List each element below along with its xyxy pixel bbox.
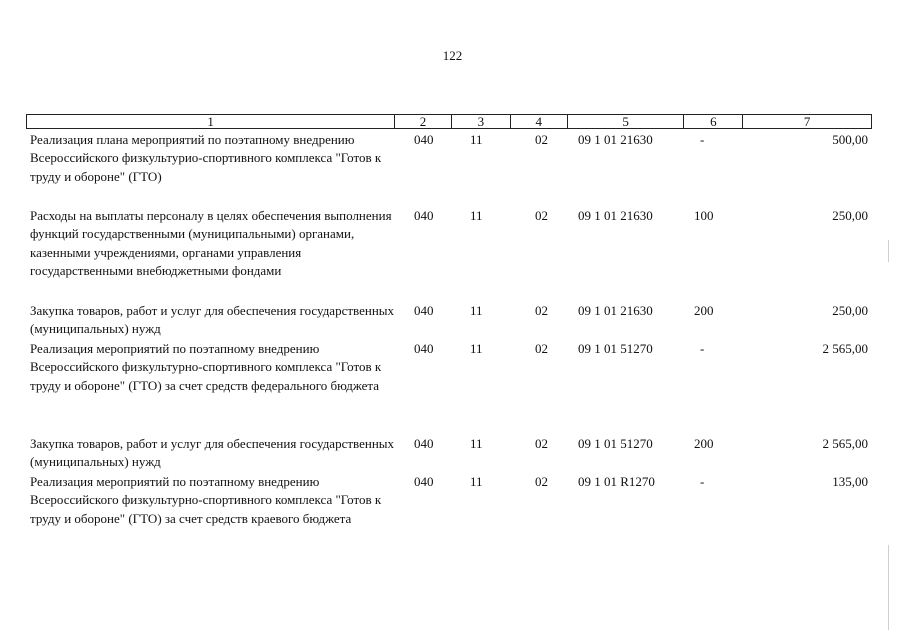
row-code-4: 02 <box>535 303 548 318</box>
row-code-4: 02 <box>535 132 548 147</box>
header-col-3: 3 <box>452 115 511 128</box>
row-name: Закупка товаров, работ и услуг для обеспечения государственных (муниципальных) нужд <box>30 303 395 337</box>
row-code-5: 09 1 01 R1270 <box>578 474 655 489</box>
row-name: Расходы на выплаты персоналу в целях обеспечения выполнения функций государственными (муниципальными) органами, казенными учреждениями, органами управления государственными внебюджетными фондами <box>30 208 392 278</box>
row-name: Закупка товаров, работ и услуг для обеспечения государственных (муниципальных) нужд <box>30 436 395 470</box>
row-code-2: 040 <box>414 474 434 489</box>
header-col-4: 4 <box>511 115 568 128</box>
row-code-4: 02 <box>535 436 548 451</box>
page-number: 122 <box>442 48 463 63</box>
table-header <box>26 114 872 129</box>
row-code-6: 100 <box>694 208 714 223</box>
table-row <box>26 302 872 339</box>
table-row <box>26 131 872 186</box>
row-code-6: - <box>700 474 705 489</box>
row-code-5: 09 1 01 51270 <box>578 341 653 356</box>
header-col-2: 2 <box>395 115 452 128</box>
row-code-3: 11 <box>470 474 483 489</box>
row-code-5: 09 1 01 21630 <box>578 132 653 147</box>
row-code-3: 11 <box>470 132 483 147</box>
row-code-2: 040 <box>414 341 434 356</box>
row-code-3: 11 <box>470 208 483 223</box>
row-code-6: 200 <box>694 303 714 318</box>
row-code-5: 09 1 01 21630 <box>578 208 653 223</box>
row-amount: 250,00 <box>832 208 868 223</box>
row-amount: 250,00 <box>832 303 868 318</box>
header-col-1: 1 <box>27 115 395 128</box>
row-code-3: 11 <box>470 303 483 318</box>
row-code-5: 09 1 01 21630 <box>578 303 653 318</box>
row-code-6: - <box>700 341 705 356</box>
table-row <box>26 435 872 472</box>
row-code-2: 040 <box>414 303 434 318</box>
row-code-4: 02 <box>535 474 548 489</box>
row-name: Реализация мероприятий по поэтапному внедрению Всероссийского физкультурно-спортивного комплекса "Готов к труду и обороне" (ГТО) за счет средств краевого бюджета <box>30 474 382 526</box>
row-code-3: 11 <box>470 436 483 451</box>
row-code-6: 200 <box>694 436 714 451</box>
row-code-2: 040 <box>414 436 434 451</box>
row-name: Реализация плана мероприятий по поэтапному внедрению Всероссийского физкультурио-спортивного комплекса "Готов к труду и обороне" (ГТО) <box>30 132 382 184</box>
row-amount: 500,00 <box>832 132 868 147</box>
row-code-2: 040 <box>414 208 434 223</box>
header-col-6: 6 <box>684 115 743 128</box>
row-code-2: 040 <box>414 132 434 147</box>
row-amount: 2 565,00 <box>822 436 868 451</box>
scan-artifact <box>888 545 889 630</box>
header-col-5: 5 <box>568 115 685 128</box>
row-name: Реализация мероприятий по поэтапному внедрению Всероссийского физкультурно-спортивного комплекса "Готов к труду и обороне" (ГТО) за счет средств федерального бюджета <box>30 341 382 393</box>
row-amount: 135,00 <box>832 474 868 489</box>
header-col-7: 7 <box>803 114 811 129</box>
row-code-6: - <box>700 132 705 147</box>
table-row <box>26 473 872 528</box>
table-row <box>26 340 872 395</box>
scan-artifact <box>888 240 889 262</box>
row-code-3: 11 <box>470 341 483 356</box>
row-amount: 2 565,00 <box>822 341 868 356</box>
row-code-5: 09 1 01 51270 <box>578 436 653 451</box>
row-code-4: 02 <box>535 208 548 223</box>
row-code-4: 02 <box>535 341 548 356</box>
table-row <box>26 207 872 280</box>
